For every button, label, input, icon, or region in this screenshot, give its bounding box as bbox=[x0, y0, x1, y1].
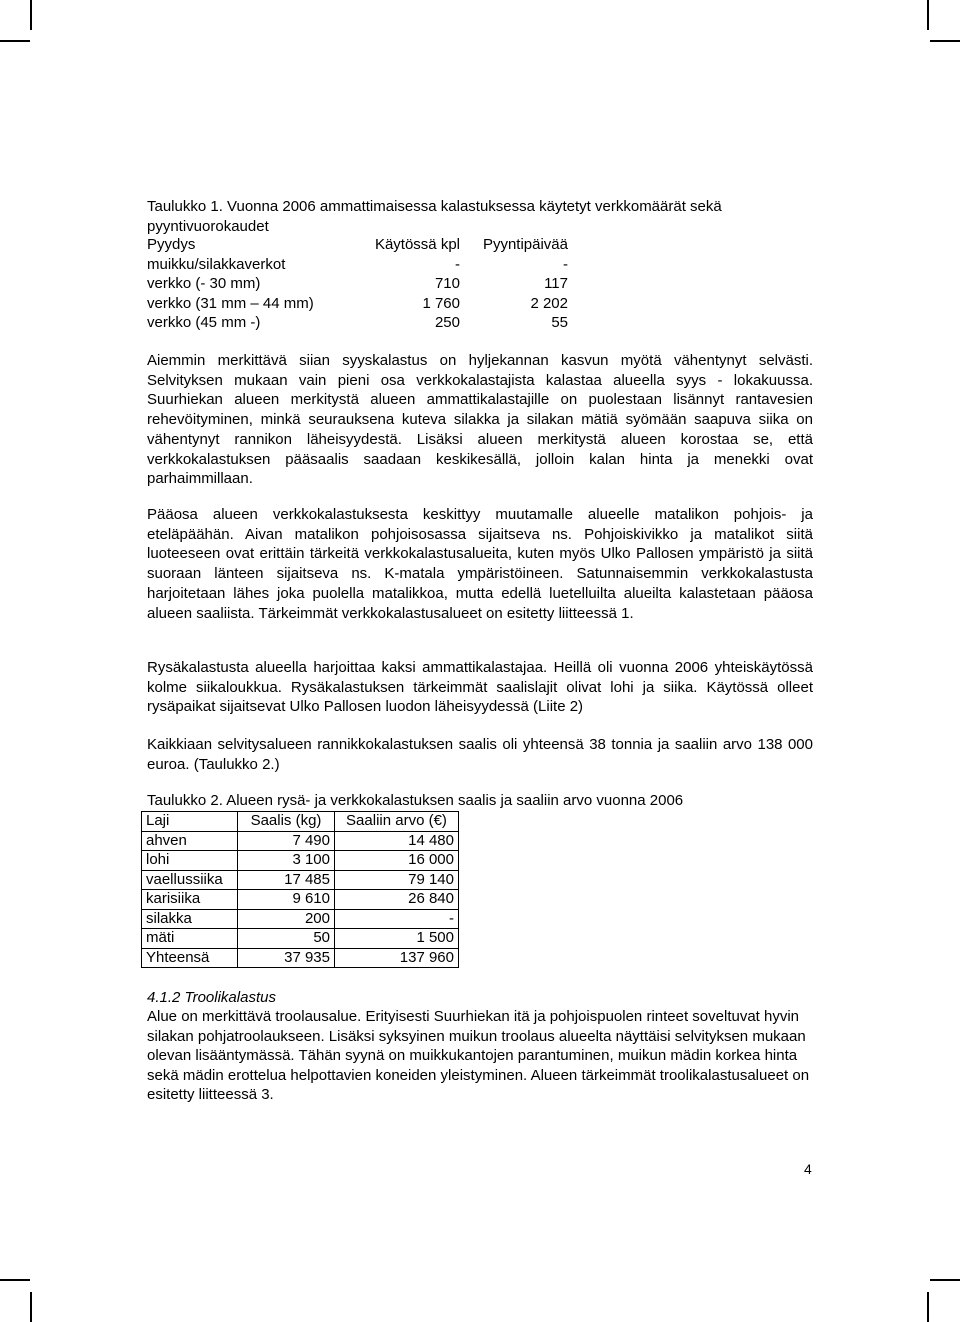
crop-mark bbox=[927, 1292, 929, 1322]
table-cell: 2 202 bbox=[530, 294, 568, 312]
table-row bbox=[147, 255, 573, 275]
table-cell: verkko (45 mm -) bbox=[147, 314, 261, 331]
table-header-row bbox=[147, 235, 573, 255]
paragraph-fishing-areas: Pääosa alueen verkkokalastuksesta keskittyy muutamalle alueelle matalikon pohjois- ja eteläpäähän. Aivan matalikon pohjoisosassa sijaitseva ns. Pohjoiskivikko ja matalikot siitä luoteeseen ovat erittäin tärkeitä verkkokalastusalueita, kuten myös Ulko Pallosen ympäristö ja siitä suoraan länteen sijaitseva ns. K-matala ympäristöineen. Satunnaisemmin verkkokalastusta harjoitetaan lähes joka puolella matalikkoa, mutta edellä luetelluilta alueilta kalastetaan pääosa alueen saaliista. Tärkeimmät verkkokalastusalueet on esitetty liitteessä 1. bbox=[147, 506, 813, 622]
table-cell: 9 610 bbox=[238, 890, 335, 910]
table-header-cell: Saalis (kg) bbox=[238, 812, 335, 832]
table-row bbox=[147, 274, 573, 294]
table-cell: 1 760 bbox=[422, 294, 460, 312]
table2-caption: Taulukko 2. Alueen rysä- ja verkkokalastuksen saalis ja saaliin arvo vuonna 2006 bbox=[147, 792, 684, 809]
crop-mark bbox=[0, 1279, 30, 1281]
table-cell: 50 bbox=[238, 929, 335, 949]
table-header-cell: Saaliin arvo (€) bbox=[335, 812, 459, 832]
table-total-row bbox=[142, 948, 459, 968]
table-row bbox=[142, 870, 459, 890]
table-row bbox=[142, 851, 459, 871]
table-cell: 200 bbox=[238, 909, 335, 929]
table-header-cell: Pyydys bbox=[147, 236, 196, 253]
table-cell: 26 840 bbox=[335, 890, 459, 910]
table-cell: verkko (- 30 mm) bbox=[147, 275, 261, 292]
table-cell: 55 bbox=[551, 314, 568, 331]
paragraph-trap-fishing: Rysäkalastusta alueella harjoittaa kaksi ammattikalastajaa. Heillä oli vuonna 2006 yhteiskäytössä kolme siikaloukkua. Rysäkalastuksen tärkeimmät saalislajit olivat lohi ja siika. Käytössä olleet rysäpaikat sijaitsevat Ulko Pallosen luodon läheisyydessä (Liite 2) bbox=[147, 659, 813, 716]
crop-mark bbox=[930, 1279, 960, 1281]
table-cell: 117 bbox=[544, 275, 568, 292]
table-cell: - bbox=[335, 909, 459, 929]
table-cell: muikku/silakkaverkot bbox=[147, 255, 286, 273]
table-header-cell: Pyyntipäivää bbox=[482, 236, 568, 253]
table-cell: 3 100 bbox=[238, 851, 335, 871]
table-cell: 250 bbox=[434, 314, 460, 331]
table-cell: silakka bbox=[142, 909, 238, 929]
table-header-row bbox=[142, 812, 459, 832]
table-cell: 710 bbox=[434, 275, 460, 292]
table-cell: 7 490 bbox=[238, 831, 335, 851]
table-header-cell: Käytössä kpl bbox=[374, 236, 460, 253]
table-cell: 14 480 bbox=[335, 831, 459, 851]
table-cell: 1 500 bbox=[335, 929, 459, 949]
crop-mark bbox=[0, 40, 30, 42]
table1 bbox=[147, 235, 573, 333]
table-cell: ahven bbox=[142, 831, 238, 851]
section-heading: 4.1.2 Troolikalastus bbox=[147, 989, 276, 1006]
table-row bbox=[142, 909, 459, 929]
crop-mark bbox=[30, 1292, 32, 1322]
table-header-cell: Laji bbox=[142, 812, 238, 832]
table-row bbox=[142, 929, 459, 949]
table-cell: lohi bbox=[142, 851, 238, 871]
table2 bbox=[141, 811, 459, 968]
table-cell: - bbox=[455, 255, 460, 273]
table-cell: verkko (31 mm – 44 mm) bbox=[147, 294, 314, 312]
table1-caption: Taulukko 1. Vuonna 2006 ammattimaisessa kalastuksessa käytetyt verkkomäärät sekä pyyntivuorokaudet bbox=[147, 198, 722, 235]
crop-mark bbox=[30, 0, 32, 30]
table-cell: 16 000 bbox=[335, 851, 459, 871]
table-cell: 37 935 bbox=[238, 948, 335, 968]
page-number: 4 bbox=[804, 1161, 812, 1177]
section-text: Alue on merkittävä troolausalue. Erityisesti Suurhiekan itä ja pohjoispuolen rinteet soveltuvat hyvin silakan pohjatroolaukseen. Lisäksi syksyinen muikun troolaus alueelta näyttäisi selvityksen mukaan olevan lisääntymässä. Tähän syynä on muikkukantojen parantuminen, muikun mädin korkea hinta sekä mädin erottelua helpottavien koneiden yleistyminen. Alueen tärkeimmät troolikalastusalueet on esitetty liitteessä 3. bbox=[147, 1008, 810, 1103]
table-row bbox=[142, 831, 459, 851]
table-cell: vaellussiika bbox=[142, 870, 238, 890]
paragraph-total-catch: Kaikkiaan selvitysalueen rannikkokalastuksen saalis oli yhteensä 38 tonnia ja saaliin arvo 138 000 euroa. (Taulukko 2.) bbox=[147, 736, 813, 773]
table-cell: Yhteensä bbox=[142, 948, 238, 968]
table-cell: 137 960 bbox=[335, 948, 459, 968]
table-cell: mäti bbox=[142, 929, 238, 949]
table-row bbox=[147, 294, 573, 314]
crop-mark bbox=[927, 0, 929, 30]
table-cell: 17 485 bbox=[238, 870, 335, 890]
table-cell: karisiika bbox=[142, 890, 238, 910]
table-cell: - bbox=[563, 255, 568, 273]
table-cell: 79 140 bbox=[335, 870, 459, 890]
paragraph-gillnet-fishing: Aiemmin merkittävä siian syyskalastus on hyljekannan kasvun myötä vähentynyt selvästi. Selvityksen mukaan vain pieni osa verkkokalastajista kalastaa alueella syys - lokakuussa. Suurhiekan alueen merkitystä alueen ammattikalastajille on puolestaan lisännyt rantavesien rehevöityminen, minkä seurauksena kuteva silakka ja silakan mätiä syömään saapuva siika on vähentynyt rannikon läheisyydestä. Lisäksi alueen merkitystä alueen korostaa se, että verkkokalastuksen pääsaalis saadaan keskikesällä, jolloin kalan hinta ja menekki ovat parhaimmillaan. bbox=[147, 352, 813, 488]
crop-mark bbox=[930, 40, 960, 42]
table-row bbox=[147, 313, 573, 333]
table-row bbox=[142, 890, 459, 910]
